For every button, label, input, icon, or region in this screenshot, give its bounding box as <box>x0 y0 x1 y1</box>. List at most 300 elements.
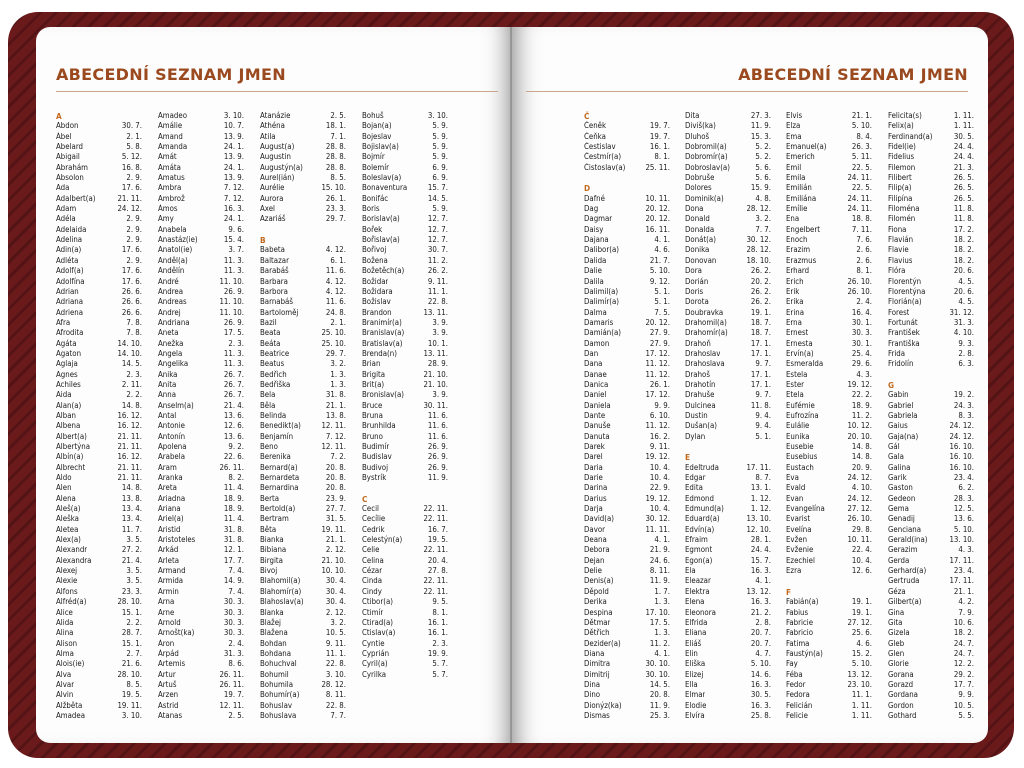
name-day-entry <box>685 639 771 649</box>
name-day-entry <box>158 473 244 483</box>
entry-name: Cyprián <box>362 648 390 658</box>
name-day-entry <box>685 308 771 318</box>
name-day-entry <box>158 690 244 700</box>
name-day-entry <box>786 628 872 638</box>
entry-date: 30. 12. <box>746 235 771 245</box>
entry-date: 7. 8. <box>126 317 142 327</box>
entry-name: Felicie <box>786 710 808 720</box>
entry-name: Alison <box>56 638 78 648</box>
entry-name: Barbora <box>260 286 288 296</box>
name-day-entry <box>158 142 244 152</box>
entry-name: Amáta <box>158 162 181 172</box>
entry-date: 14. 8. <box>121 400 142 410</box>
entry-date: 1. 11. <box>953 111 974 120</box>
name-day-entry <box>260 473 346 483</box>
name-day-entry <box>786 597 872 607</box>
entry-name: Bořislav(a) <box>362 235 400 245</box>
name-day-entry <box>158 535 244 545</box>
entry-date: 9. 6. <box>228 224 244 234</box>
entry-name: Anna <box>158 390 176 400</box>
entry-date: 25. 4. <box>851 348 872 358</box>
entry-date: 9. 5. <box>432 597 448 607</box>
name-day-entry <box>260 401 346 411</box>
entry-date: 26. 6. <box>121 286 142 296</box>
entry-name: Gleb <box>888 638 905 648</box>
name-day-entry <box>56 318 142 328</box>
entry-date: 16. 11. <box>645 224 670 234</box>
entry-date: 25. 8. <box>750 710 771 720</box>
entry-name: Anselm(a) <box>158 400 194 410</box>
name-day-entry <box>888 680 974 690</box>
entry-date: 14. 9. <box>223 576 244 586</box>
entry-name: Alex(a) <box>56 535 81 545</box>
entry-name: Barnabáš <box>260 297 294 307</box>
name-day-entry <box>786 225 872 235</box>
entry-name: Flavie <box>888 245 909 255</box>
name-day-entry <box>158 514 244 524</box>
entry-name: Dalibor(a) <box>584 245 619 255</box>
entry-date: 2. 8. <box>755 617 771 627</box>
name-day-entry <box>584 359 670 369</box>
entry-name: Dušan(a) <box>685 421 718 431</box>
name-day-entry <box>260 659 346 669</box>
entry-name: Despina <box>584 607 613 617</box>
entry-name: Dominik(a) <box>685 193 724 203</box>
name-day-entry <box>158 494 244 504</box>
name-day-entry <box>685 339 771 349</box>
entry-name: Benedikt(a) <box>260 421 301 431</box>
name-day-entry <box>260 173 346 183</box>
entry-date: 26. 11. <box>219 669 244 679</box>
entry-date: 17. 1. <box>750 379 771 389</box>
entry-name: Forest <box>888 307 910 317</box>
entry-name: Ella <box>685 679 698 689</box>
entry-name: Evan <box>786 493 804 503</box>
entry-name: Artur <box>158 669 176 679</box>
section-letter: F <box>786 586 792 597</box>
entry-date: 24. 6. <box>649 555 670 565</box>
entry-date: 20. 8. <box>649 690 670 700</box>
entry-date: 20. 9. <box>851 462 872 472</box>
entry-name: Flóra <box>888 266 906 276</box>
name-day-entry <box>786 328 872 338</box>
entry-name: Fidel(ie) <box>888 142 916 152</box>
entry-name: Daniela <box>584 400 611 410</box>
entry-name: Darja <box>584 504 603 514</box>
entry-name: Damaris <box>584 317 614 327</box>
entry-date: 28. 8. <box>325 152 346 162</box>
entry-date: 1. 3. <box>330 369 346 379</box>
entry-date: 26. 9. <box>427 452 448 462</box>
entry-name: Gerda <box>888 555 910 565</box>
entry-name: Amálie <box>158 121 183 131</box>
entry-date: 4. 2. <box>958 597 974 607</box>
entry-date: 13. 10. <box>746 514 771 524</box>
entry-name: Emanuel(a) <box>786 142 827 152</box>
name-day-entry <box>786 442 872 452</box>
entry-name: Dionýz(ka) <box>584 700 622 710</box>
entry-name: Genciana <box>888 524 922 534</box>
entry-date: 27. 12. <box>847 504 872 514</box>
entry-name: Fay <box>786 659 798 669</box>
entry-name: Bernardina <box>260 483 299 493</box>
entry-date: 25. 10. <box>321 328 346 338</box>
entry-name: Bystrík <box>362 473 387 483</box>
right-page <box>512 27 988 743</box>
entry-date: 22. 11. <box>423 504 448 514</box>
entry-date: 30. 7. <box>121 121 142 131</box>
name-day-entry <box>56 587 142 597</box>
entry-name: Ariadna <box>158 493 186 503</box>
name-day-entry <box>260 618 346 628</box>
entry-name: Genadij <box>888 514 915 524</box>
name-day-entry <box>56 690 142 700</box>
entry-name: Bojislav(a) <box>362 142 399 152</box>
name-column-5 <box>584 111 670 721</box>
name-day-entry <box>888 473 974 483</box>
name-day-entry <box>584 566 670 576</box>
entry-name: Gerazim <box>888 545 918 555</box>
entry-date: 4. 1. <box>654 235 670 245</box>
entry-date: 4. 12. <box>325 286 346 296</box>
entry-name: Fabius <box>786 607 809 617</box>
name-day-entry <box>260 390 346 400</box>
entry-name: Bohdana <box>260 648 292 658</box>
entry-date: 16. 10. <box>949 442 974 451</box>
name-day-entry <box>362 349 448 359</box>
entry-date: 22. 5. <box>851 162 872 172</box>
name-day-entry <box>56 370 142 380</box>
entry-name: Amadea <box>56 710 85 720</box>
entry-name: Alois(ie) <box>56 659 85 669</box>
name-day-entry <box>584 225 670 235</box>
entry-date: 19. 9. <box>427 648 448 658</box>
entry-name: Bazil <box>260 317 277 327</box>
entry-date: 1. 3. <box>330 379 346 389</box>
entry-name: Brandon <box>362 307 392 317</box>
entry-date: 19. 7. <box>649 131 670 141</box>
name-day-entry <box>260 597 346 607</box>
entry-name: Božislav <box>362 297 391 307</box>
name-day-entry <box>685 535 771 545</box>
name-day-entry <box>685 659 771 669</box>
entry-date: 17. 6. <box>121 266 142 276</box>
entry-name: Drahoslava <box>685 359 725 369</box>
name-day-entry <box>158 401 244 411</box>
entry-date: 20. 7. <box>750 628 771 638</box>
entry-name: Blažena <box>260 628 288 638</box>
name-day-entry <box>362 111 448 121</box>
entry-name: Ezechiel <box>786 555 815 565</box>
entry-name: Axel <box>260 204 275 214</box>
entry-date: 20. 12. <box>645 317 670 327</box>
entry-name: Eusebie <box>786 442 814 451</box>
entry-date: 7. 12. <box>223 193 244 203</box>
section-letter: E <box>685 452 691 463</box>
name-day-entry <box>260 349 346 359</box>
entry-date: 11. 3. <box>223 266 244 276</box>
entry-date: 4. 6. <box>856 638 872 648</box>
name-day-entry <box>685 576 771 586</box>
entry-name: Blanka <box>260 607 284 617</box>
entry-date: 14. 8. <box>851 452 872 462</box>
name-day-entry <box>685 597 771 607</box>
section-gap <box>786 576 872 586</box>
entry-name: Gordana <box>888 690 918 700</box>
entry-date: 5. 9. <box>432 204 448 214</box>
entry-name: Aleška <box>56 514 79 524</box>
entry-date: 24. 11. <box>847 204 872 214</box>
name-day-entry <box>584 204 670 214</box>
entry-date: 29. 7. <box>325 214 346 224</box>
entry-date: 26. 2. <box>750 286 771 296</box>
entry-name: Ctislav(a) <box>362 628 396 638</box>
entry-name: Angela <box>158 348 183 358</box>
entry-name: Elektra <box>685 586 710 596</box>
entry-name: Arkád <box>158 545 179 555</box>
entry-date: 2. 4. <box>856 297 872 307</box>
name-day-entry <box>888 576 974 586</box>
entry-name: Bedřiška <box>260 379 291 389</box>
entry-name: Féba <box>786 669 803 679</box>
name-day-entry <box>685 711 771 721</box>
page-title-left: ABECEDNÍ SEZNAM JMEN <box>56 65 286 84</box>
entry-name: Dimitra <box>584 659 611 669</box>
entry-name: Amand <box>158 131 183 141</box>
entry-date: 12. 1. <box>223 545 244 555</box>
entry-date: 26. 5. <box>953 193 974 203</box>
entry-name: Aranka <box>158 473 183 483</box>
entry-name: Arne <box>158 607 175 617</box>
entry-date: 2. 1. <box>126 131 142 141</box>
entry-date: 27. 9. <box>649 328 670 338</box>
name-day-entry <box>56 121 142 131</box>
entry-date: 13. 6. <box>953 514 974 524</box>
name-day-entry <box>260 370 346 380</box>
entry-date: 8. 1. <box>432 607 448 617</box>
name-day-entry <box>584 163 670 173</box>
name-day-entry <box>158 277 244 287</box>
entry-name: Apolena <box>158 442 187 451</box>
entry-name: Andreas <box>158 297 187 307</box>
name-day-entry <box>260 639 346 649</box>
entry-date: 21. 6. <box>121 659 142 669</box>
entry-name: Bernard(a) <box>260 462 298 472</box>
entry-name: Bohumír(a) <box>260 690 300 700</box>
name-day-entry <box>362 432 448 442</box>
entry-date: 22. 11. <box>423 586 448 596</box>
entry-name: Elena <box>685 597 705 607</box>
entry-date: 12. 11. <box>321 442 346 451</box>
entry-date: 26. 6. <box>121 307 142 317</box>
entry-name: Bonaventura <box>362 183 408 193</box>
entry-date: 9. 12. <box>649 276 670 286</box>
entry-name: Alfons <box>56 586 78 596</box>
name-day-entry <box>685 432 771 442</box>
entry-name: Dorota <box>685 297 709 307</box>
entry-date: 2. 5. <box>330 111 346 120</box>
entry-date: 10. 4. <box>649 473 670 483</box>
entry-date: 19. 5. <box>427 535 448 545</box>
entry-name: Gedeon <box>888 493 916 503</box>
entry-name: Danuše <box>584 421 611 431</box>
name-day-entry <box>362 639 448 649</box>
entry-date: 8. 3. <box>958 410 974 420</box>
name-day-entry <box>56 670 142 680</box>
entry-name: Aletea <box>56 524 79 534</box>
entry-name: Eunika <box>786 431 810 441</box>
name-day-entry <box>888 701 974 711</box>
entry-name: Boleslav(a) <box>362 173 402 183</box>
entry-date: 27. 3. <box>750 111 771 120</box>
entry-name: Bohdan <box>260 638 287 648</box>
entry-date: 13. 11. <box>423 307 448 317</box>
entry-name: Albena <box>56 421 81 431</box>
name-day-entry <box>584 639 670 649</box>
name-day-entry <box>584 121 670 131</box>
name-day-entry <box>685 132 771 142</box>
name-day-entry <box>260 204 346 214</box>
entry-name: Cyril(a) <box>362 659 388 669</box>
entry-date: 4. 12. <box>325 245 346 255</box>
entry-date: 21. 4. <box>223 400 244 410</box>
entry-date: 15. 1. <box>121 607 142 617</box>
entry-date: 8. 2. <box>228 473 244 483</box>
entry-date: 28. 8. <box>325 162 346 172</box>
name-day-entry <box>888 639 974 649</box>
entry-name: Bivoj <box>260 566 278 576</box>
entry-date: 4. 10. <box>953 328 974 338</box>
name-day-entry <box>362 421 448 431</box>
entry-name: Alvar <box>56 679 75 689</box>
entry-name: Florentýn <box>888 276 922 286</box>
name-day-entry <box>56 432 142 442</box>
name-day-entry <box>260 711 346 721</box>
entry-date: 5. 5. <box>958 710 974 720</box>
name-day-entry <box>260 297 346 307</box>
name-day-entry <box>888 618 974 628</box>
name-day-entry <box>584 556 670 566</box>
entry-name: Ámos <box>158 204 178 214</box>
entry-date: 19. 1. <box>851 607 872 617</box>
name-day-entry <box>685 235 771 245</box>
name-day-entry <box>158 287 244 297</box>
entry-name: Ábel <box>56 131 72 141</box>
entry-name: Elmar <box>685 690 706 700</box>
name-day-entry <box>584 514 670 524</box>
entry-name: Artemis <box>158 659 186 669</box>
entry-date: 5. 1. <box>654 297 670 307</box>
entry-date: 1. 11. <box>953 121 974 131</box>
entry-name: Atanas <box>158 710 183 720</box>
entry-date: 24. 12. <box>949 431 974 441</box>
entry-date: 18. 2. <box>953 245 974 255</box>
name-day-entry <box>786 194 872 204</box>
entry-date: 5. 6. <box>755 173 771 183</box>
entry-name: Daria <box>584 462 603 472</box>
entry-date: 16. 3. <box>223 204 244 214</box>
entry-name: Felicita(s) <box>888 111 922 120</box>
name-day-entry <box>260 608 346 618</box>
entry-date: 18. 10. <box>746 255 771 265</box>
entry-name: Dagmar <box>584 214 613 224</box>
name-day-entry <box>56 328 142 338</box>
entry-name: Dalimil(a) <box>584 286 619 296</box>
entry-name: Adriana <box>56 297 83 307</box>
entry-date: 30. 10. <box>645 669 670 679</box>
entry-name: Armand <box>158 566 186 576</box>
name-day-entry <box>685 266 771 276</box>
entry-date: 4. 1. <box>654 648 670 658</box>
entry-date: 28. 8. <box>325 142 346 152</box>
entry-date: 18. 1. <box>325 121 346 131</box>
entry-name: Božidara <box>362 286 393 296</box>
entry-name: Anabela <box>158 224 187 234</box>
entry-date: 7. 6. <box>856 235 872 245</box>
entry-name: Gizela <box>888 628 910 638</box>
entry-name: Fidelius <box>888 152 915 162</box>
entry-date: 9. 9. <box>654 400 670 410</box>
name-day-entry <box>888 514 974 524</box>
name-column-2 <box>158 111 244 721</box>
name-day-entry <box>584 370 670 380</box>
entry-date: 19. 12. <box>645 452 670 462</box>
entry-name: Dora <box>685 266 702 276</box>
name-day-entry <box>685 183 771 193</box>
name-day-entry <box>888 421 974 431</box>
name-day-entry <box>260 525 346 535</box>
name-day-entry <box>260 535 346 545</box>
entry-date: 10. 7. <box>223 121 244 131</box>
entry-name: Blahoslav(a) <box>260 597 304 607</box>
entry-date: 28. 3. <box>953 493 974 503</box>
entry-name: Cinda <box>362 576 383 586</box>
entry-name: Edgar <box>685 473 706 483</box>
entry-name: Eva <box>786 473 799 483</box>
name-day-entry <box>260 452 346 462</box>
entry-name: Dana <box>584 359 603 369</box>
entry-name: Františka <box>888 338 920 348</box>
entry-name: Edmond <box>685 493 714 503</box>
entry-name: Doris <box>685 286 704 296</box>
name-day-entry <box>584 266 670 276</box>
entry-name: Božena <box>362 255 388 265</box>
entry-date: 15. 3. <box>750 131 771 141</box>
entry-date: 2. 9. <box>126 224 142 234</box>
entry-date: 2. 2. <box>126 617 142 627</box>
entry-date: 16. 10. <box>949 452 974 462</box>
entry-name: Agaton <box>56 348 82 358</box>
name-day-entry <box>158 556 244 566</box>
entry-date: 18. 2. <box>953 235 974 245</box>
name-day-entry <box>56 556 142 566</box>
name-day-entry <box>888 452 974 462</box>
name-day-entry <box>685 566 771 576</box>
entry-date: 16. 8. <box>121 162 142 172</box>
entry-name: Fedora <box>786 690 810 700</box>
name-day-entry <box>158 680 244 690</box>
entry-date: 20. 4. <box>427 555 448 565</box>
name-day-entry <box>888 173 974 183</box>
entry-date: 7. 11. <box>851 224 872 234</box>
entry-date: 17. 1. <box>750 338 771 348</box>
entry-date: 22. 8. <box>325 700 346 710</box>
name-day-entry <box>584 545 670 555</box>
name-day-entry <box>786 566 872 576</box>
name-day-entry <box>685 349 771 359</box>
name-day-entry <box>584 608 670 618</box>
name-day-entry <box>888 494 974 504</box>
